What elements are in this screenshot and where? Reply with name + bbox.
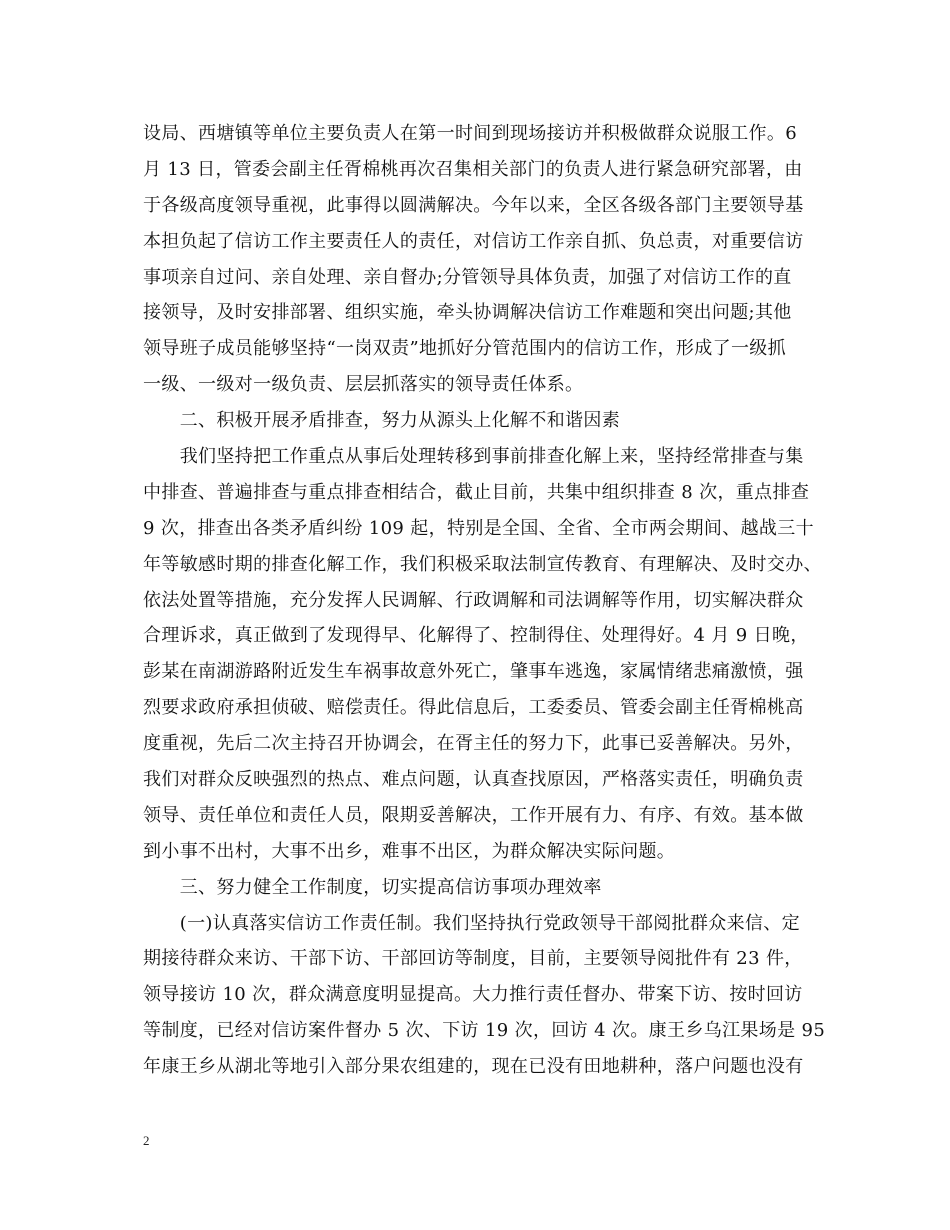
text-line: 到小事不出村，大事不出乡，难事不出区，为群众解决实际问题。 (143, 840, 676, 862)
text-line: 领导班子成员能够坚持“一岗双责”地抓好分管范围内的信访工作，形成了一级抓 (143, 338, 787, 360)
text-line: 于各级高度领导重视，此事得以圆满解决。今年以来，全区各级各部门主要领导基 (143, 194, 804, 216)
text-line: 合理诉求，真正做到了发现得早、化解得了、控制得住、处理得好。4 月 9 日晚， (143, 625, 809, 647)
text-line: 9 次，排查出各类矛盾纠纷 109 起，特别是全国、全省、全市两会期间、越战三十 (143, 517, 814, 539)
text-line: 期接待群众来访、干部下访、干部回访等制度，目前，主要领导阅批件有 23 件， (143, 948, 803, 970)
section-heading: 三、努力健全工作制度，切实提高信访事项办理效率 (143, 876, 602, 898)
text-line: 烈要求政府承担侦破、赔偿责任。得此信息后，工委委员、管委会副主任胥棉桃高 (143, 697, 804, 719)
body-text (143, 116, 826, 1085)
section-heading: 二、积极开展矛盾排查，努力从源头上化解不和谐因素 (143, 410, 621, 432)
text-line: 领导接访 10 次，群众满意度明显提高。大力推行责任督办、带案下访、按时回访 (143, 984, 803, 1006)
text-line: 设局、西塘镇等单位主要负责人在第一时间到现场接访并积极做群众说服工作。6 (143, 123, 798, 144)
text-line: 等制度，已经对信访案件督办 5 次、下访 19 次，回访 4 次。康王乡乌江果场是 95 (143, 1020, 826, 1042)
text-line: 年康王乡从湖北等地引入部分果农组建的，现在已没有田地耕种，落户问题也没有 (143, 1056, 804, 1078)
text-line: 我们坚持把工作重点从事后处理转移到事前排查化解上来，坚持经常排查与集 (143, 446, 804, 468)
text-line: 度重视，先后二次主持召开协调会，在胥主任的努力下，此事已妥善解决。另外， (143, 733, 804, 755)
text-line: 年等敏感时期的排查化解工作，我们积极采取法制宣传教育、有理解决、及时交办、 (143, 553, 822, 575)
text-line: 我们对群众反映强烈的热点、难点问题，认真查找原因，严格落实责任，明确负责 (143, 769, 804, 791)
text-line: (一)认真落实信访工作责任制。我们坚持执行党政领导干部阅批群众来信、定 (143, 912, 800, 934)
text-line: 一级、一级对一级负责、层层抓落实的领导责任体系。 (143, 374, 584, 396)
text-line: 接领导，及时安排部署、组织实施，牵头协调解决信访工作难题和突出问题;其他 (143, 302, 792, 324)
text-line: 事项亲自过问、亲自处理、亲自督办;分管领导具体负责，加强了对信访工作的直 (143, 266, 792, 288)
text-line: 依法处置等措施，充分发挥人民调解、行政调解和司法调解等作用，切实解决群众 (143, 589, 804, 611)
page-number: 2 (143, 1133, 150, 1148)
text-line: 彭某在南湖游路附近发生车祸事故意外死亡，肇事车逃逸，家属情绪悲痛激愤，强 (143, 661, 804, 683)
text-line: 领导、责任单位和责任人员，限期妥善解决，工作开展有力、有序、有效。基本做 (143, 804, 804, 826)
text-line: 中排查、普遍排查与重点排查相结合，截止目前，共集中组织排查 8 次，重点排查 (143, 481, 810, 503)
text-line: 月 13 日，管委会副主任胥棉桃再次召集相关部门的负责人进行紧急研究部署，由 (143, 158, 803, 180)
text-line: 本担负起了信访工作主要责任人的责任，对信访工作亲自抓、负总责，对重要信访 (143, 230, 804, 252)
